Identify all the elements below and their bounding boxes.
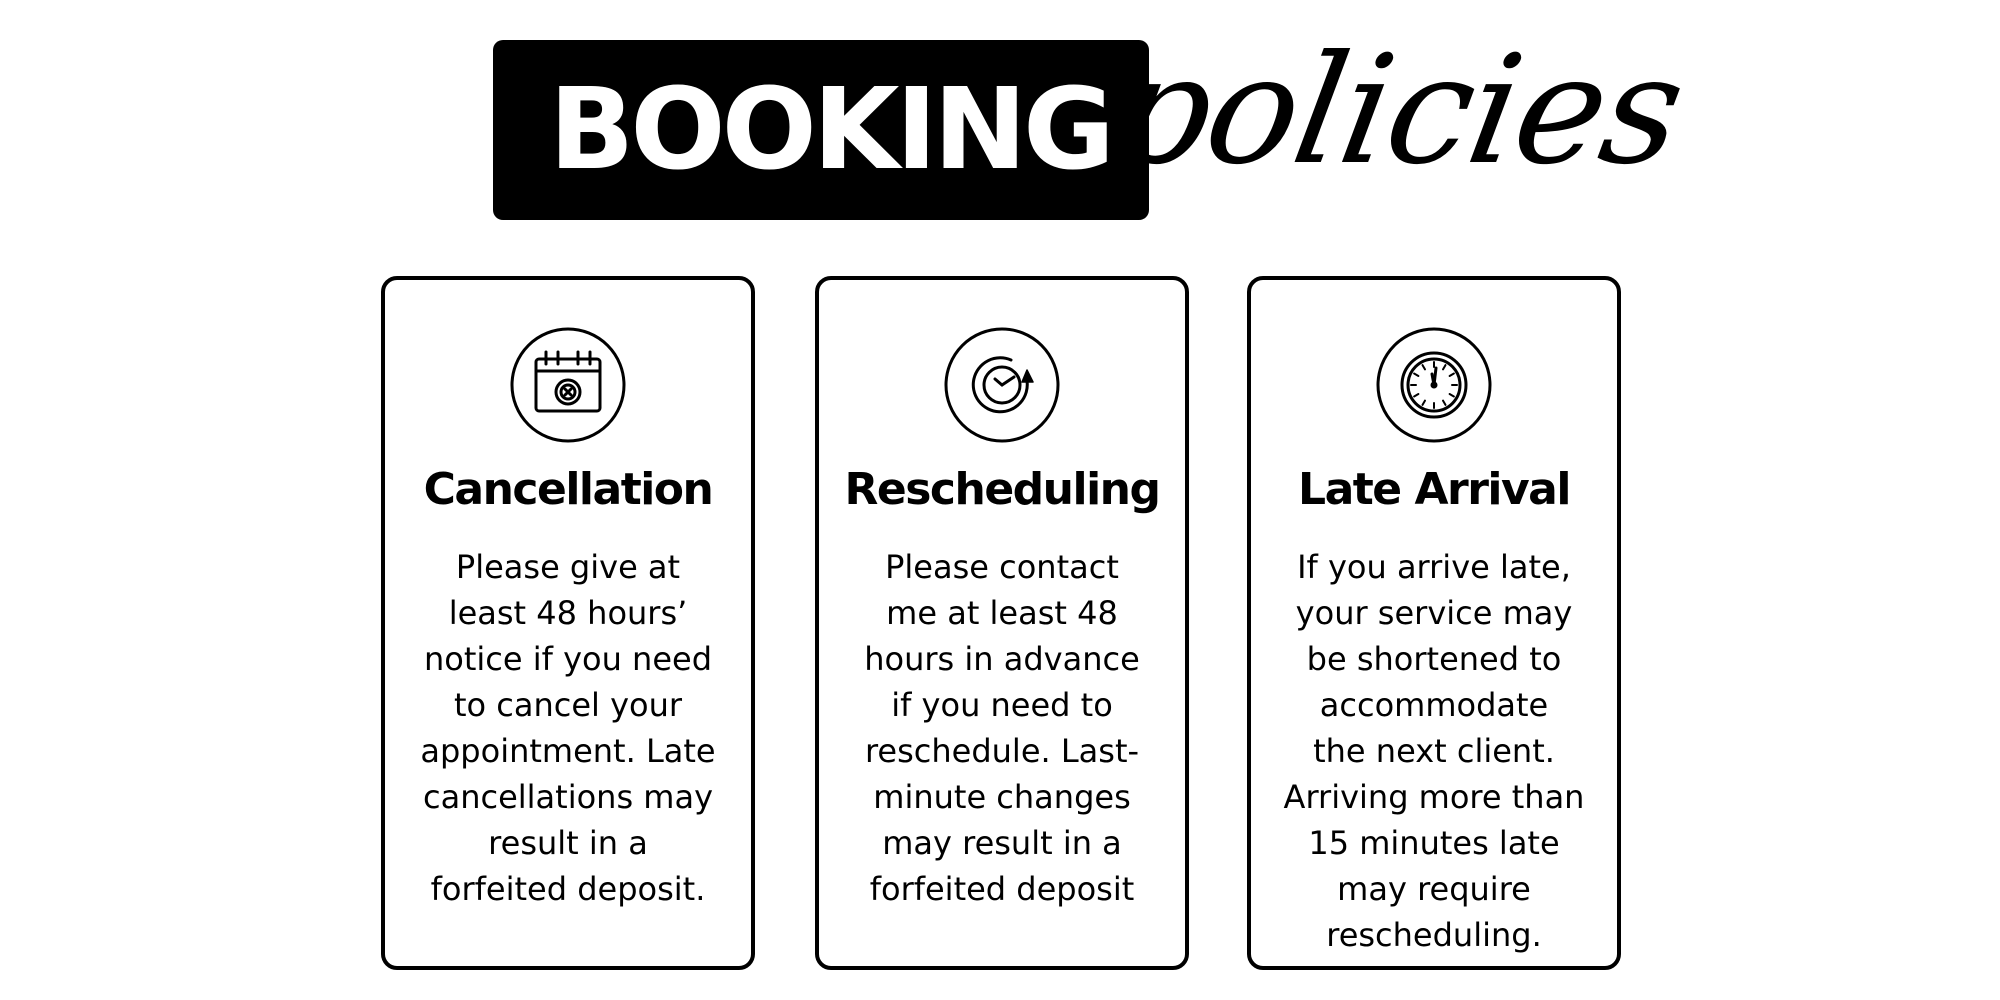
card-body-line: Arriving more than [1283, 778, 1585, 817]
policy-cards [381, 276, 1626, 976]
card-body-line: minute changes [873, 778, 1131, 817]
card-body-line: me at least 48 [886, 594, 1118, 633]
card-body-line: result in a [488, 824, 648, 863]
card-body-line: to cancel your [453, 686, 683, 725]
clock-icon [1375, 326, 1493, 444]
page-title: BOOKING [549, 65, 1111, 195]
card-body-line: least 48 hours’ [448, 594, 688, 633]
card-body-line: be shortened to [1306, 640, 1562, 679]
policy-card-rescheduling [815, 276, 1189, 970]
card-body-line: forfeited deposit. [430, 870, 706, 909]
policy-card-late-arrival [1247, 276, 1621, 970]
calendar-cancel-icon [509, 326, 627, 444]
card-title: Rescheduling [844, 464, 1160, 515]
card-body [1269, 544, 1599, 958]
policy-card-cancellation [381, 276, 755, 970]
card-body-line: If you arrive late, [1297, 548, 1571, 587]
card-body [403, 544, 733, 912]
card-body-line: may require [1337, 870, 1531, 909]
card-body-line: Please contact [885, 548, 1119, 587]
card-body-line: forfeited deposit [869, 870, 1135, 909]
card-body-line: 15 minutes late [1308, 824, 1560, 863]
card-body-line: your service may [1295, 594, 1573, 633]
card-body [837, 544, 1167, 912]
card-body-line: appointment. Late [420, 732, 716, 771]
card-body-line: the next client. [1313, 732, 1555, 771]
page-title-script: policies [1099, 24, 1695, 198]
card-body-line: reschedule. Last- [864, 732, 1140, 771]
card-body-line: accommodate [1319, 686, 1549, 725]
card-body-line: cancellations may [422, 778, 713, 817]
title-banner [493, 40, 1149, 220]
card-body-line: hours in advance [864, 640, 1140, 679]
card-body-line: Please give at [455, 548, 681, 587]
clock-refresh-icon [943, 326, 1061, 444]
card-title: Late Arrival [1298, 464, 1570, 515]
card-body-line: if you need to [891, 686, 1113, 725]
page-header [493, 24, 1695, 230]
card-title: Cancellation [423, 464, 713, 515]
card-body-line: notice if you need [423, 640, 712, 679]
card-body-line: may result in a [882, 824, 1122, 863]
card-body-line: rescheduling. [1326, 916, 1542, 955]
